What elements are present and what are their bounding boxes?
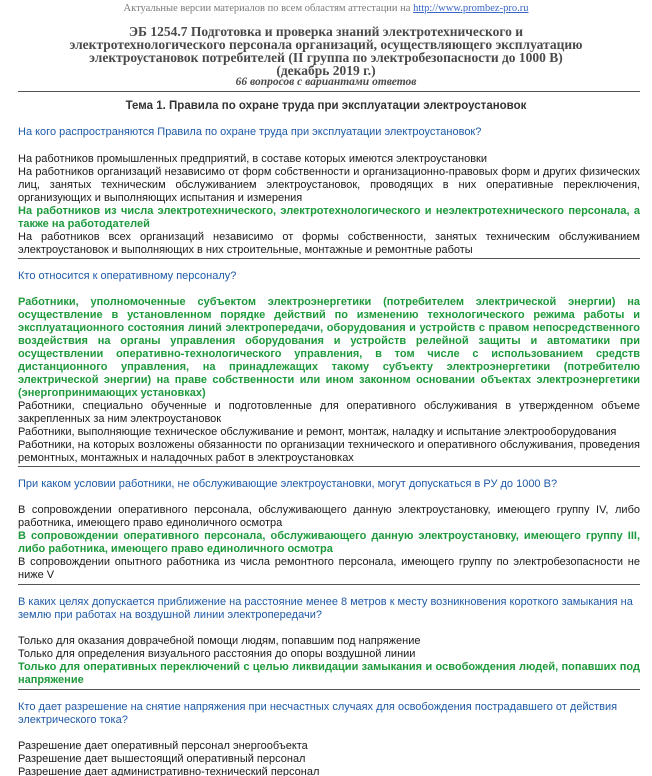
question-divider-2 — [18, 466, 640, 467]
q5-answer-1: Разрешение дает оперативный персонал энергообъекта — [18, 740, 308, 752]
question-1: На кого распространяются Правила по охране труда при эксплуатации электроустановок? — [18, 126, 482, 138]
question-divider-3 — [18, 584, 640, 585]
q3-answer-2-correct: В сопровождении оперативного персонала, обслуживающего данную электроустановку, имеющего группу III, либо работника, имеющего право единоличного осмотра — [18, 530, 640, 555]
title-line-4: (декабрь 2019 г.) — [276, 63, 376, 78]
question-divider-4 — [18, 689, 640, 690]
q2-answer-1-correct: Работники, уполномоченные субъектом электроэнергетики (потребителем электрической энергии) на осуществление в установленном порядке действий по изменению технологического режима работы и эксплуатационного состояния линий электропередачи, оборудования и устройств с правом непосредственного воздействия на органы управления оборудования и устройств релейной защиты и автоматики при осуществлении оперативно-технологического управления, в том числе с использованием средств дистанционного управления, на принадлежащих такому субъекту электроэнергетики (потребителю электрической энергии) на праве собственности или ином законном основании объектах электроэнергетики (энергопринимающих установках) — [18, 296, 640, 399]
document-subtitle: 66 вопросов с вариантами ответов — [235, 76, 417, 88]
q3-answer-3: В сопровождении опытного работника из числа ремонтного персонала, имеющего группу по электробезопасности не ниже V — [18, 556, 640, 581]
q2-answer-2: Работники, специально обученные и подготовленные для оперативного обслуживания в утвержденном объеме закрепленных за ним электроустановок — [18, 400, 640, 425]
q5-answer-3: Разрешение дает административно-технический персонал — [18, 766, 320, 776]
question-divider-1 — [18, 258, 640, 259]
title-line-2: электротехнологического персонала организаций, осуществляющего эксплуатацию — [69, 37, 583, 52]
q1-answer-1: На работников промышленных предприятий, в составе которых имеются электроустановки — [18, 153, 488, 165]
q1-answer-4: На работников всех организаций независимо от формы собственности, занятых техническим обслуживанием электроустановок и выполняющих в них строительные, монтажные и ремонтные работы — [18, 231, 640, 256]
q2-answer-4: Работники, на которых возложены обязанности по организации технического и оперативного обслуживания, проведения ремонтных, монтажных и наладочных работ в электроустановках — [18, 439, 640, 464]
header-note: Актуальные версии материалов по всем областям аттестации на — [123, 3, 411, 14]
document-title — [18, 25, 634, 77]
title-divider — [18, 91, 640, 92]
q4-answer-2: Только для определения визуального расстояния до опоры воздушной линии — [18, 648, 416, 660]
q1-answer-2: На работников организаций независимо от форм собственности и организационно-правовых форм и других физических лиц, занятых техническим обслуживанием электроустановок, проводящих в них оперативные переключения, организующих и выполняющих испытания и измерения — [18, 166, 640, 204]
question-5: Кто дает разрешение на снятие напряжения при несчастных случаях для освобождения пострадавшего от действия электрического тока? — [18, 701, 618, 726]
question-3: При каком условии работники, не обслуживающие электроустановки, могут допускаться в РУ до 1000 В? — [18, 478, 558, 490]
header-note-line — [0, 3, 652, 14]
section-title: Тема 1. Правила по охране труда при эксплуатации электроустановок — [125, 100, 527, 112]
question-2: Кто относится к оперативному персоналу? — [18, 270, 237, 282]
title-line-1: ЭБ 1254.7 Подготовка и проверка знаний электротехнического и — [128, 24, 524, 39]
q5-answer-2: Разрешение дает вышестоящий оперативный персонал — [18, 753, 306, 765]
title-line-3: электроустановок потребителей (II группа по электробезопасности до 1000 В) — [89, 50, 563, 65]
question-4: В каких целях допускается приближение на расстояние менее 8 метров к месту возникновения короткого замыкания на землю при работах на воздушной линии электропередачи? — [18, 596, 633, 621]
q2-answer-3: Работники, выполняющие техническое обслуживание и ремонт, монтаж, наладку и испытание электрооборудования — [18, 426, 617, 438]
q4-answer-1: Только для оказания доврачебной помощи людям, попавшим под напряжение — [18, 635, 421, 647]
q3-answer-1: В сопровождении оперативного персонала, обслуживающего данную электроустановку, имеющего группу IV, либо работника, имеющего право единоличного осмотра — [18, 504, 640, 529]
q1-answer-3-correct: На работников из числа электротехнического, электротехнологического и неэлектротехнического персонала, а также на работодателей — [18, 205, 640, 230]
q4-answer-3-correct: Только для оперативных переключений с целью ликвидации замыкания и освобождения людей, попавших под напряжение — [18, 661, 640, 686]
header-link[interactable]: http://www.prombez-pro.ru — [413, 3, 529, 14]
